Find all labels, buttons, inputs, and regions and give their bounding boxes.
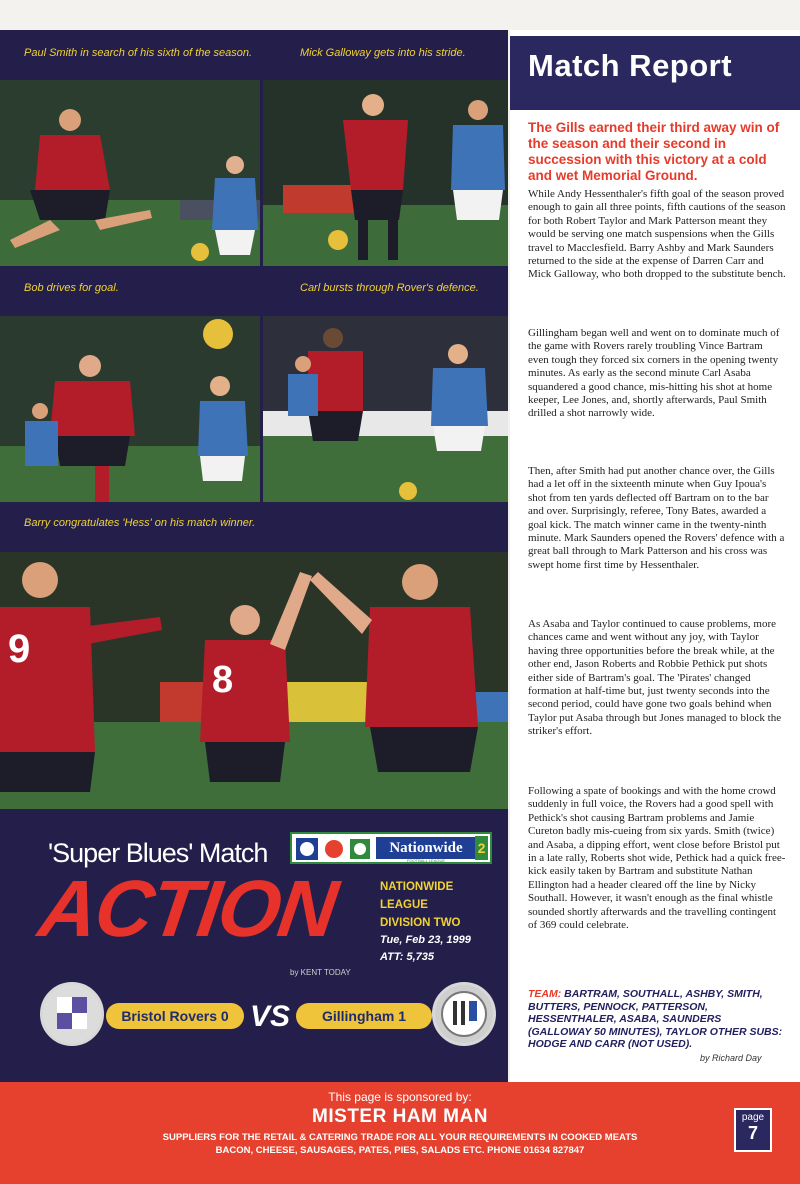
- team-list: BARTRAM, SOUTHALL, ASHBY, SMITH, BUTTERS, PENNOCK, PATTERSON, HESSENTHALER, ASABA, SAUNDERS (GALLOWAY 50 MINUTES), TAYLOR OTHER SUBS: HODGE AND CARR (NOT USED).: [528, 988, 783, 1051]
- bristol-rovers-crest-icon: [40, 982, 104, 1046]
- team-label: TEAM:: [528, 988, 562, 1000]
- sponsor-name: MISTER HAM MAN: [312, 1106, 488, 1127]
- report-lead: The Gills earned their third away win of the season and their second in succession with this victory at a cold and wet Memorial Ground.: [528, 120, 780, 183]
- match-report-header: [510, 36, 800, 110]
- home-team-score: Bristol Rovers 0: [106, 1003, 244, 1029]
- report-byline: by Richard Day: [700, 1053, 762, 1063]
- photo-mick-galloway: [263, 80, 508, 266]
- league-line: DIVISION TWO: [380, 917, 461, 929]
- page-number: 7: [747, 1123, 758, 1143]
- sponsor-footer: [0, 1082, 800, 1184]
- match-report-title: Match Report: [528, 48, 733, 83]
- division-two-badge: 2: [475, 836, 488, 860]
- page-label: page: [741, 1112, 765, 1123]
- page-number-badge: [734, 1108, 772, 1152]
- shirt-number-8: 8: [212, 659, 234, 701]
- photo-bob-drives: [0, 316, 260, 502]
- report-paragraph: While Andy Hessenthaler's fifth goal of the season proved enough to gain all three points, fifth cautions of the season for both Robert Taylor and Mark Patterson meant they would be serving one match suspensions when the Gills travel to Macclesfield. Barry Ashby and Mark Saunders returned to the side at the expense of Darren Carr and Mick Galloway, who both dropped to the substitute bench.: [528, 188, 786, 281]
- caption-photo4: Carl bursts through Rover's defence.: [300, 282, 479, 294]
- gillingham-crest-icon: [432, 982, 496, 1046]
- photo-carl-bursts: [263, 316, 508, 502]
- caption-photo1: Paul Smith in search of his sixth of the season.: [24, 47, 253, 59]
- photo-celebration: [0, 552, 508, 809]
- league-line: LEAGUE: [380, 899, 428, 911]
- sponsored-by-label: This page is sponsored by:: [328, 1090, 472, 1104]
- sponsor-line-1: SUPPLIERS FOR THE RETAIL & CATERING TRADE FOR ALL YOUR REQUIREMENTS IN COOKED MEATS: [162, 1132, 638, 1143]
- team-lineup: [528, 988, 786, 1051]
- league-line: NATIONWIDE: [380, 881, 454, 893]
- attendance: ATT: 5,735: [380, 951, 434, 963]
- report-paragraph: Following a spate of bookings and with the home crowd suddenly in full voice, the Rovers had a good spell with Pethick's shot causing Bartram problems and Jamie Cureton badly mis-cueing from six yards. Smith (twice) and Asaba, a dipping effort, went close before Bristol put in a late rally, Roberts shot wide, Pethick had a quick free-kick easily taken by Bartram and substitute Nathan Ellington had a header cleared off the line by Nicky Southall. However, it wasn't enough as the final whistle sounded shortly afterwards and the travelling contingent of 369 could celebrate.: [528, 785, 786, 932]
- match-report-column: [510, 30, 800, 1082]
- super-blues-heading: 'Super Blues' Match: [48, 838, 268, 868]
- versus-label: VS: [250, 1000, 291, 1033]
- away-team-score: Gillingham 1: [296, 1003, 432, 1029]
- shirt-number-9: 9: [8, 627, 31, 671]
- action-heading: ACTION: [33, 864, 341, 953]
- kent-today-credit: by KENT TODAY: [290, 968, 351, 977]
- match-details: [380, 932, 471, 966]
- nationwide-text: Nationwide: [376, 837, 476, 859]
- caption-photo5: Barry congratulates 'Hess' on his match winner.: [24, 517, 256, 529]
- report-paragraph: Then, after Smith had put another chance over, the Gills had a let off in the sixteenth minute when Guy Ipoua's shot from ten yards deflected off Bartram on to the bar and over. Surprisingly, referee, Tony Bates, awarded a goal kick. The match winner came in the twenty-ninth minute. Mark Saunders opened the Rovers' defence with a great ball through to Mark Patterson and his cross was swept home first time by Hessenthaler.: [528, 465, 785, 571]
- caption-photo3: Bob drives for goal.: [24, 282, 119, 294]
- report-paragraph: Gillingham began well and went on to dominate much of the game with Rovers rarely troubling Vince Bartram even tough they forced six corners in the opening twenty minutes. As early as the second minute Carl Asaba squandered a good chance, mis-hitting his shot at home keeper, Lee Jones, and, shortly afterwards, Paul Smith drilled a shot narrowly wide.: [528, 327, 780, 420]
- match-date: Tue, Feb 23, 1999: [380, 934, 471, 946]
- caption-photo2: Mick Galloway gets into his stride.: [300, 47, 466, 59]
- sponsor-line-2: BACON, CHEESE, SAUSAGES, PATES, PIES, SALADS ETC. PHONE 01634 827847: [215, 1145, 585, 1156]
- league-info: [380, 878, 461, 932]
- club-crest-icons: [294, 835, 374, 863]
- photo-paul-smith: [0, 80, 260, 266]
- report-paragraph: As Asaba and Taylor continued to cause problems, more chances came and went without any joy, with Taylor having three opportunities before the break while, at the other end, Jason Roberts and Robbie Pethick put shots either side of Bartram's goal. The 'Pirates' changed formation at half-time but, just twenty seconds into the second period, could have gone two goals behind when Taylor put Asaba through but Jones managed to block the striker's effort.: [528, 618, 782, 738]
- football-league-label: FOOTBALL LEAGUE: [406, 858, 446, 863]
- nationwide-logo: [290, 832, 492, 864]
